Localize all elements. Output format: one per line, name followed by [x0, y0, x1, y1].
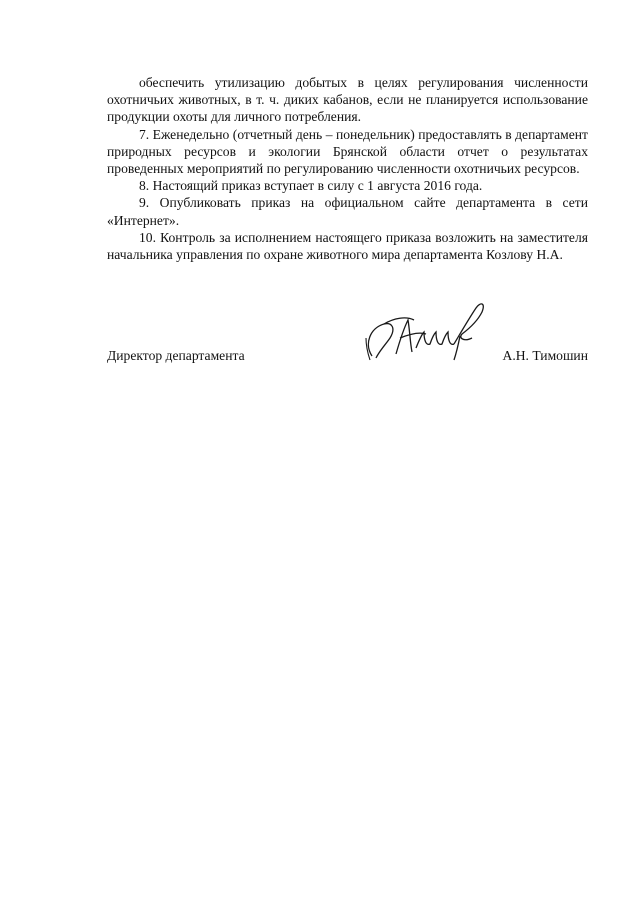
paragraph-item-8: 8. Настоящий приказ вступает в силу с 1 августа 2016 года. [139, 178, 483, 194]
paragraph-item-7: 7. Еженедельно (отчетный день – понедельник) предоставлять в департамент природных ресурсов и экологии Брянской области отчет о результатах проведенных мероприятий по регулированию численности охотничьих ресурсов. [107, 126, 588, 177]
paragraph-continuation: обеспечить утилизацию добытых в целях регулирования численности охотничьих животных, в т. ч. диких кабанов, если не планируется использование продукции охоты для личного потребления. [107, 75, 588, 125]
signature-block [107, 348, 588, 368]
signer-position: Директор департамента [107, 348, 245, 363]
paragraph-item-10: 10. Контроль за исполнением настоящего приказа возложить на заместителя начальника управления по охране животного мира департамента Козлову Н.А. [107, 229, 588, 263]
paragraph-item-9: 9. Опубликовать приказ на официальном сайте департамента в сети «Интернет». [107, 195, 588, 228]
signer-name: А.Н. Тимошин [502, 348, 588, 363]
document-body [107, 74, 588, 263]
